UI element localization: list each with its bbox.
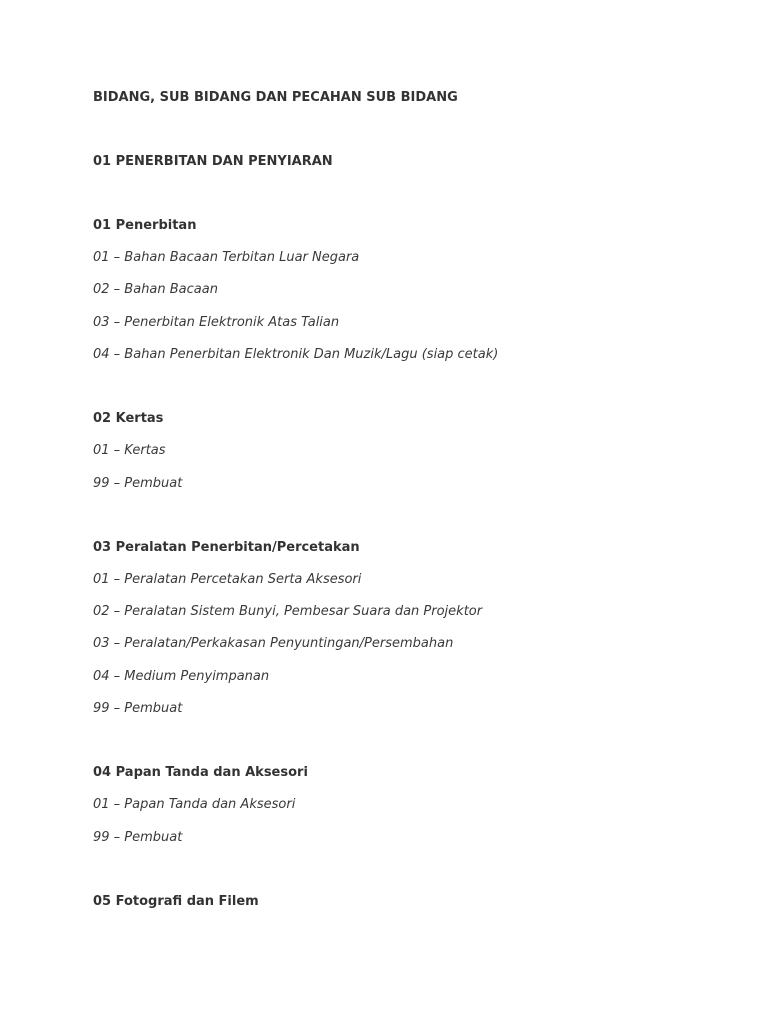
document-title: BIDANG, SUB BIDANG DAN PECAHAN SUB BIDANG xyxy=(93,90,458,105)
subsection-heading-papan-tanda: 04 Papan Tanda dan Aksesori xyxy=(93,765,308,780)
list-item: 02 – Bahan Bacaan xyxy=(93,282,218,297)
list-item: 04 – Bahan Penerbitan Elektronik Dan Muzik/Lagu (siap cetak) xyxy=(93,347,499,362)
subsection-heading-penerbitan: 01 Penerbitan xyxy=(93,218,197,233)
list-item: 01 – Bahan Bacaan Terbitan Luar Negara xyxy=(93,250,360,265)
list-item: 99 – Pembuat xyxy=(93,701,183,716)
list-item: 99 – Pembuat xyxy=(93,830,183,845)
subsection-heading-fotografi: 05 Fotografi dan Filem xyxy=(93,894,259,909)
list-item: 03 – Penerbitan Elektronik Atas Talian xyxy=(93,315,340,330)
section-heading: 01 PENERBITAN DAN PENYIARAN xyxy=(93,154,333,169)
list-item: 99 – Pembuat xyxy=(93,476,183,491)
list-item: 04 – Medium Penyimpanan xyxy=(93,669,270,684)
list-item: 01 – Kertas xyxy=(93,443,166,458)
list-item: 01 – Papan Tanda dan Aksesori xyxy=(93,797,296,812)
list-item: 03 – Peralatan/Perkakasan Penyuntingan/Persembahan xyxy=(93,636,454,651)
subsection-heading-peralatan: 03 Peralatan Penerbitan/Percetakan xyxy=(93,540,360,555)
subsection-heading-kertas: 02 Kertas xyxy=(93,411,164,426)
list-item: 02 – Peralatan Sistem Bunyi, Pembesar Suara dan Projektor xyxy=(93,604,483,619)
list-item: 01 – Peralatan Percetakan Serta Aksesori xyxy=(93,572,362,587)
